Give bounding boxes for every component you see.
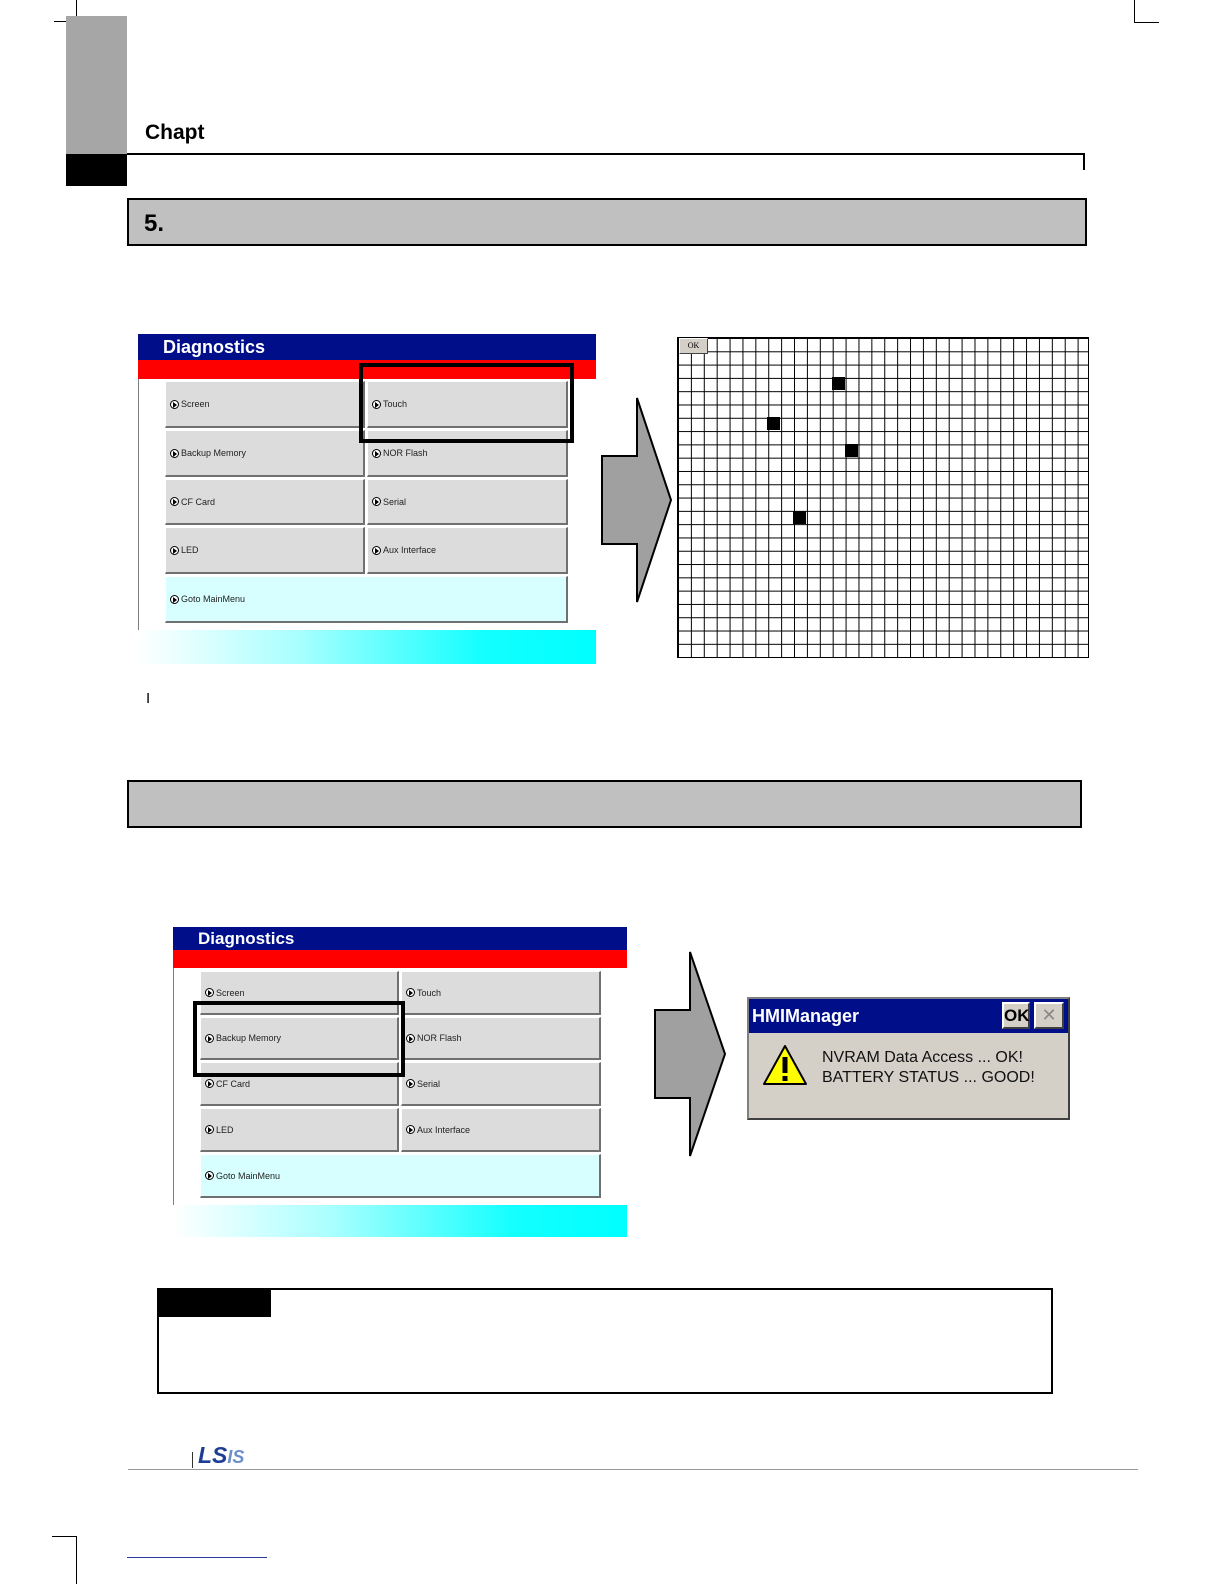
right-arrow-icon — [653, 950, 729, 1158]
aux-interface-button[interactable] — [367, 527, 568, 574]
cyan-gradient-band — [138, 630, 596, 664]
aux-interface-button-label: Aux Interface — [383, 545, 437, 555]
header-rule-end — [1083, 153, 1085, 170]
header-rule — [127, 153, 1085, 155]
arrow-icon — [170, 546, 179, 555]
nor-flash-button-label: NOR Flash — [417, 1033, 462, 1043]
note-label-tab — [159, 1290, 271, 1317]
hmimanager-dialog — [747, 997, 1070, 1120]
touch-button-label: Touch — [417, 987, 442, 998]
red-band — [173, 950, 627, 968]
diagnostics-title: Diagnostics — [138, 334, 596, 360]
serial-button-label: Serial — [383, 496, 407, 507]
touch-button[interactable] — [401, 971, 601, 1015]
ls-is-logo — [198, 1443, 244, 1469]
arrow-icon — [372, 497, 381, 506]
touch-point — [767, 417, 780, 430]
arrow-icon — [170, 400, 179, 409]
cf-card-button-label: CF Card — [181, 496, 216, 507]
crop-mark — [52, 1536, 77, 1537]
dialog-ok-button[interactable]: OK — [1002, 1002, 1030, 1029]
diagnostics-title: Diagnostics — [173, 927, 627, 950]
cyan-gradient-band — [173, 1205, 627, 1237]
arrow-icon — [170, 595, 179, 604]
warning-icon — [761, 1043, 809, 1087]
arrow-icon — [205, 988, 214, 997]
touch-button-label: Touch — [383, 399, 408, 409]
logo-is: IS — [227, 1447, 245, 1467]
footer-link-underline — [127, 1557, 267, 1558]
serial-button[interactable] — [367, 479, 568, 525]
backup-memory-button-label: Backup Memory — [216, 1033, 282, 1043]
section-heading-bar — [127, 198, 1087, 246]
backup-memory-button-label: Backup Memory — [181, 448, 247, 458]
screen-edge — [173, 927, 174, 1237]
touch-point — [832, 377, 845, 390]
nor-flash-button-label: NOR Flash — [383, 448, 428, 458]
serial-button[interactable] — [401, 1062, 601, 1106]
section-number: 5. — [144, 210, 165, 237]
touch-test-ok-button[interactable]: OK — [679, 338, 708, 354]
arrow-icon — [406, 1034, 415, 1043]
arrow-icon — [205, 1079, 214, 1088]
aux-interface-button[interactable] — [401, 1108, 601, 1152]
led-button-label: LED — [181, 545, 199, 555]
arrow-icon — [372, 546, 381, 555]
crop-mark — [76, 1536, 77, 1584]
screen-button-label: Screen — [216, 987, 245, 998]
led-button-label: LED — [216, 1124, 234, 1135]
footer-rule — [128, 1469, 1138, 1470]
caption-mark: I — [146, 690, 151, 707]
arrow-icon — [406, 1125, 415, 1134]
screen-edge — [138, 334, 139, 664]
aux-interface-button-label: Aux Interface — [417, 1124, 471, 1135]
arrow-icon — [406, 988, 415, 997]
right-arrow-icon — [600, 396, 674, 604]
arrow-icon — [170, 497, 179, 506]
touch-point — [793, 511, 806, 524]
backup-memory-button[interactable] — [165, 430, 365, 477]
diagnostics-screen-backup — [173, 927, 627, 1237]
goto-mainmenu-button-label: Goto MainMenu — [181, 594, 246, 604]
goto-mainmenu-button[interactable] — [200, 1154, 601, 1198]
dialog-title: HMIManager — [749, 999, 1068, 1033]
arrow-icon — [205, 1125, 214, 1134]
cf-card-button-label: CF Card — [216, 1078, 251, 1089]
chapter-tab-block — [66, 154, 127, 186]
footer-separator — [192, 1452, 193, 1468]
dialog-message-line: NVRAM Data Access ... OK! — [822, 1049, 1023, 1066]
chapter-title: Chapt — [145, 121, 205, 144]
arrow-icon — [205, 1171, 214, 1180]
screen-button[interactable] — [165, 381, 365, 428]
touch-point — [845, 444, 858, 457]
note-box — [157, 1288, 1053, 1394]
crop-mark — [1134, 0, 1135, 23]
diagnostics-screen-touch — [138, 334, 596, 664]
dialog-message-line: BATTERY STATUS ... GOOD! — [822, 1069, 1035, 1086]
goto-mainmenu-button-label: Goto MainMenu — [216, 1170, 281, 1181]
nor-flash-button[interactable] — [401, 1017, 601, 1060]
led-button[interactable] — [200, 1108, 399, 1152]
arrow-icon — [372, 449, 381, 458]
dialog-close-button[interactable]: ✕ — [1034, 1002, 1064, 1029]
cf-card-button[interactable] — [165, 479, 365, 525]
crop-mark — [1134, 22, 1159, 23]
chapter-tab — [66, 16, 127, 154]
led-button[interactable] — [165, 527, 365, 574]
touch-highlight-box — [359, 363, 574, 443]
arrow-icon — [406, 1079, 415, 1088]
backup-memory-highlight-box — [193, 1001, 405, 1077]
section-heading-bar — [127, 780, 1082, 828]
arrow-icon — [170, 449, 179, 458]
goto-mainmenu-button[interactable] — [165, 576, 568, 623]
screen-button-label: Screen — [181, 399, 210, 409]
dialog-message — [822, 1048, 1035, 1088]
logo-ls: LS — [198, 1442, 228, 1468]
serial-button-label: Serial — [417, 1078, 441, 1089]
touch-test-grid[interactable] — [677, 337, 1089, 658]
